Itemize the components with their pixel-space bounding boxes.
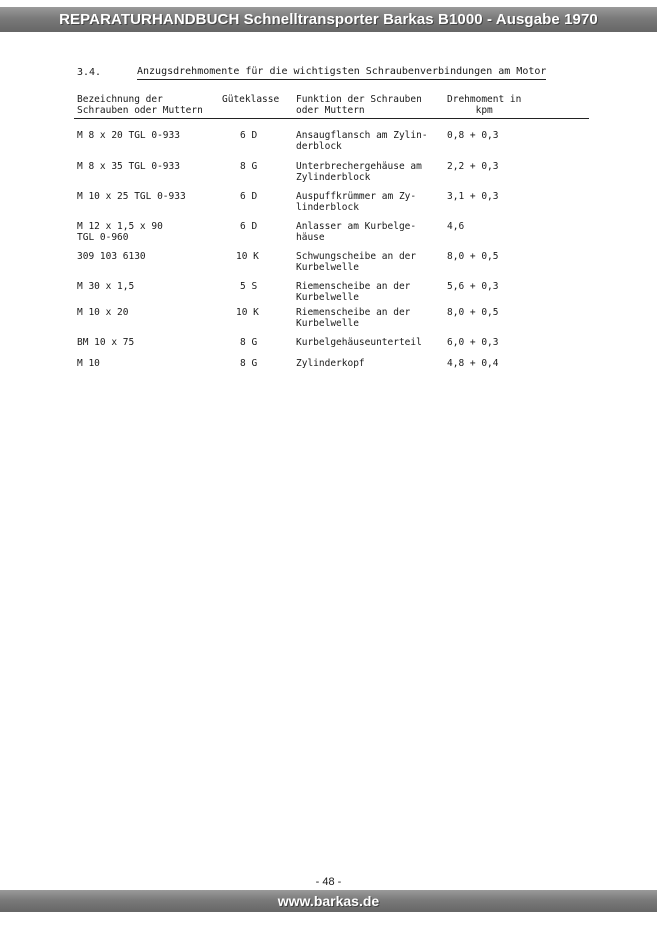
cell-drehmoment: 8,0 + 0,5	[447, 251, 499, 262]
column-header-drehmoment: Drehmoment in kpm	[447, 94, 522, 116]
cell-bezeichnung: M 8 x 35 TGL 0-933	[77, 161, 180, 172]
cell-funktion: Zylinderkopf	[296, 358, 365, 369]
cell-klasse: 6 D	[240, 191, 258, 202]
cell-drehmoment: 4,6	[447, 221, 465, 232]
cell-drehmoment: 5,6 + 0,3	[447, 281, 499, 292]
cell-funktion: Kurbelgehäuseunterteil	[296, 337, 422, 348]
section-number: 3.4.	[77, 67, 102, 78]
cell-klasse: 8 G	[240, 337, 258, 348]
cell-drehmoment: 8,0 + 0,5	[447, 307, 499, 318]
section-title: Anzugsdrehmomente für die wichtigsten Schraubenverbindungen am Motor	[137, 66, 546, 80]
cell-bezeichnung: M 10	[77, 358, 100, 369]
cell-klasse: 10 K	[236, 307, 259, 318]
cell-drehmoment: 6,0 + 0,3	[447, 337, 499, 348]
cell-drehmoment: 2,2 + 0,3	[447, 161, 499, 172]
cell-bezeichnung: M 30 x 1,5	[77, 281, 135, 292]
cell-klasse: 6 D	[240, 221, 258, 232]
cell-klasse: 10 K	[236, 251, 259, 262]
column-header-funktion: Funktion der Schrauben oder Muttern	[296, 94, 422, 116]
cell-funktion: Anlasser am Kurbelge- häuse	[296, 221, 417, 243]
document-title: REPARATURHANDBUCH Schnelltransporter Barkas B1000 - Ausgabe 1970	[59, 11, 598, 28]
cell-drehmoment: 3,1 + 0,3	[447, 191, 499, 202]
cell-bezeichnung: M 10 x 25 TGL 0-933	[77, 191, 186, 202]
cell-bezeichnung: M 12 x 1,5 x 90 TGL 0-960	[77, 221, 163, 243]
column-header-gueteklasse: Güteklasse	[222, 94, 280, 105]
cell-funktion: Riemenscheibe an der Kurbelwelle	[296, 307, 411, 329]
cell-funktion: Auspuffkrümmer am Zy- linderblock	[296, 191, 417, 213]
cell-bezeichnung: BM 10 x 75	[77, 337, 135, 348]
cell-bezeichnung: M 10 x 20	[77, 307, 129, 318]
page-number: - 48 -	[315, 876, 342, 888]
cell-drehmoment: 4,8 + 0,4	[447, 358, 499, 369]
cell-drehmoment: 0,8 + 0,3	[447, 130, 499, 141]
cell-klasse: 6 D	[240, 130, 258, 141]
cell-klasse: 8 G	[240, 358, 258, 369]
cell-klasse: 8 G	[240, 161, 258, 172]
cell-funktion: Schwungscheibe an der Kurbelwelle	[296, 251, 417, 273]
cell-funktion: Ansaugflansch am Zylin- derblock	[296, 130, 428, 152]
header-rule	[74, 118, 589, 119]
website-link[interactable]: www.barkas.de	[277, 893, 380, 909]
cell-bezeichnung: 309 103 6130	[77, 251, 146, 262]
column-header-bezeichnung: Bezeichnung der Schrauben oder Muttern	[77, 94, 203, 116]
cell-klasse: 5 S	[240, 281, 258, 292]
cell-bezeichnung: M 8 x 20 TGL 0-933	[77, 130, 180, 141]
cell-funktion: Riemenscheibe an der Kurbelwelle	[296, 281, 411, 303]
website-banner	[0, 890, 657, 912]
cell-funktion: Unterbrechergehäuse am Zylinderblock	[296, 161, 422, 183]
